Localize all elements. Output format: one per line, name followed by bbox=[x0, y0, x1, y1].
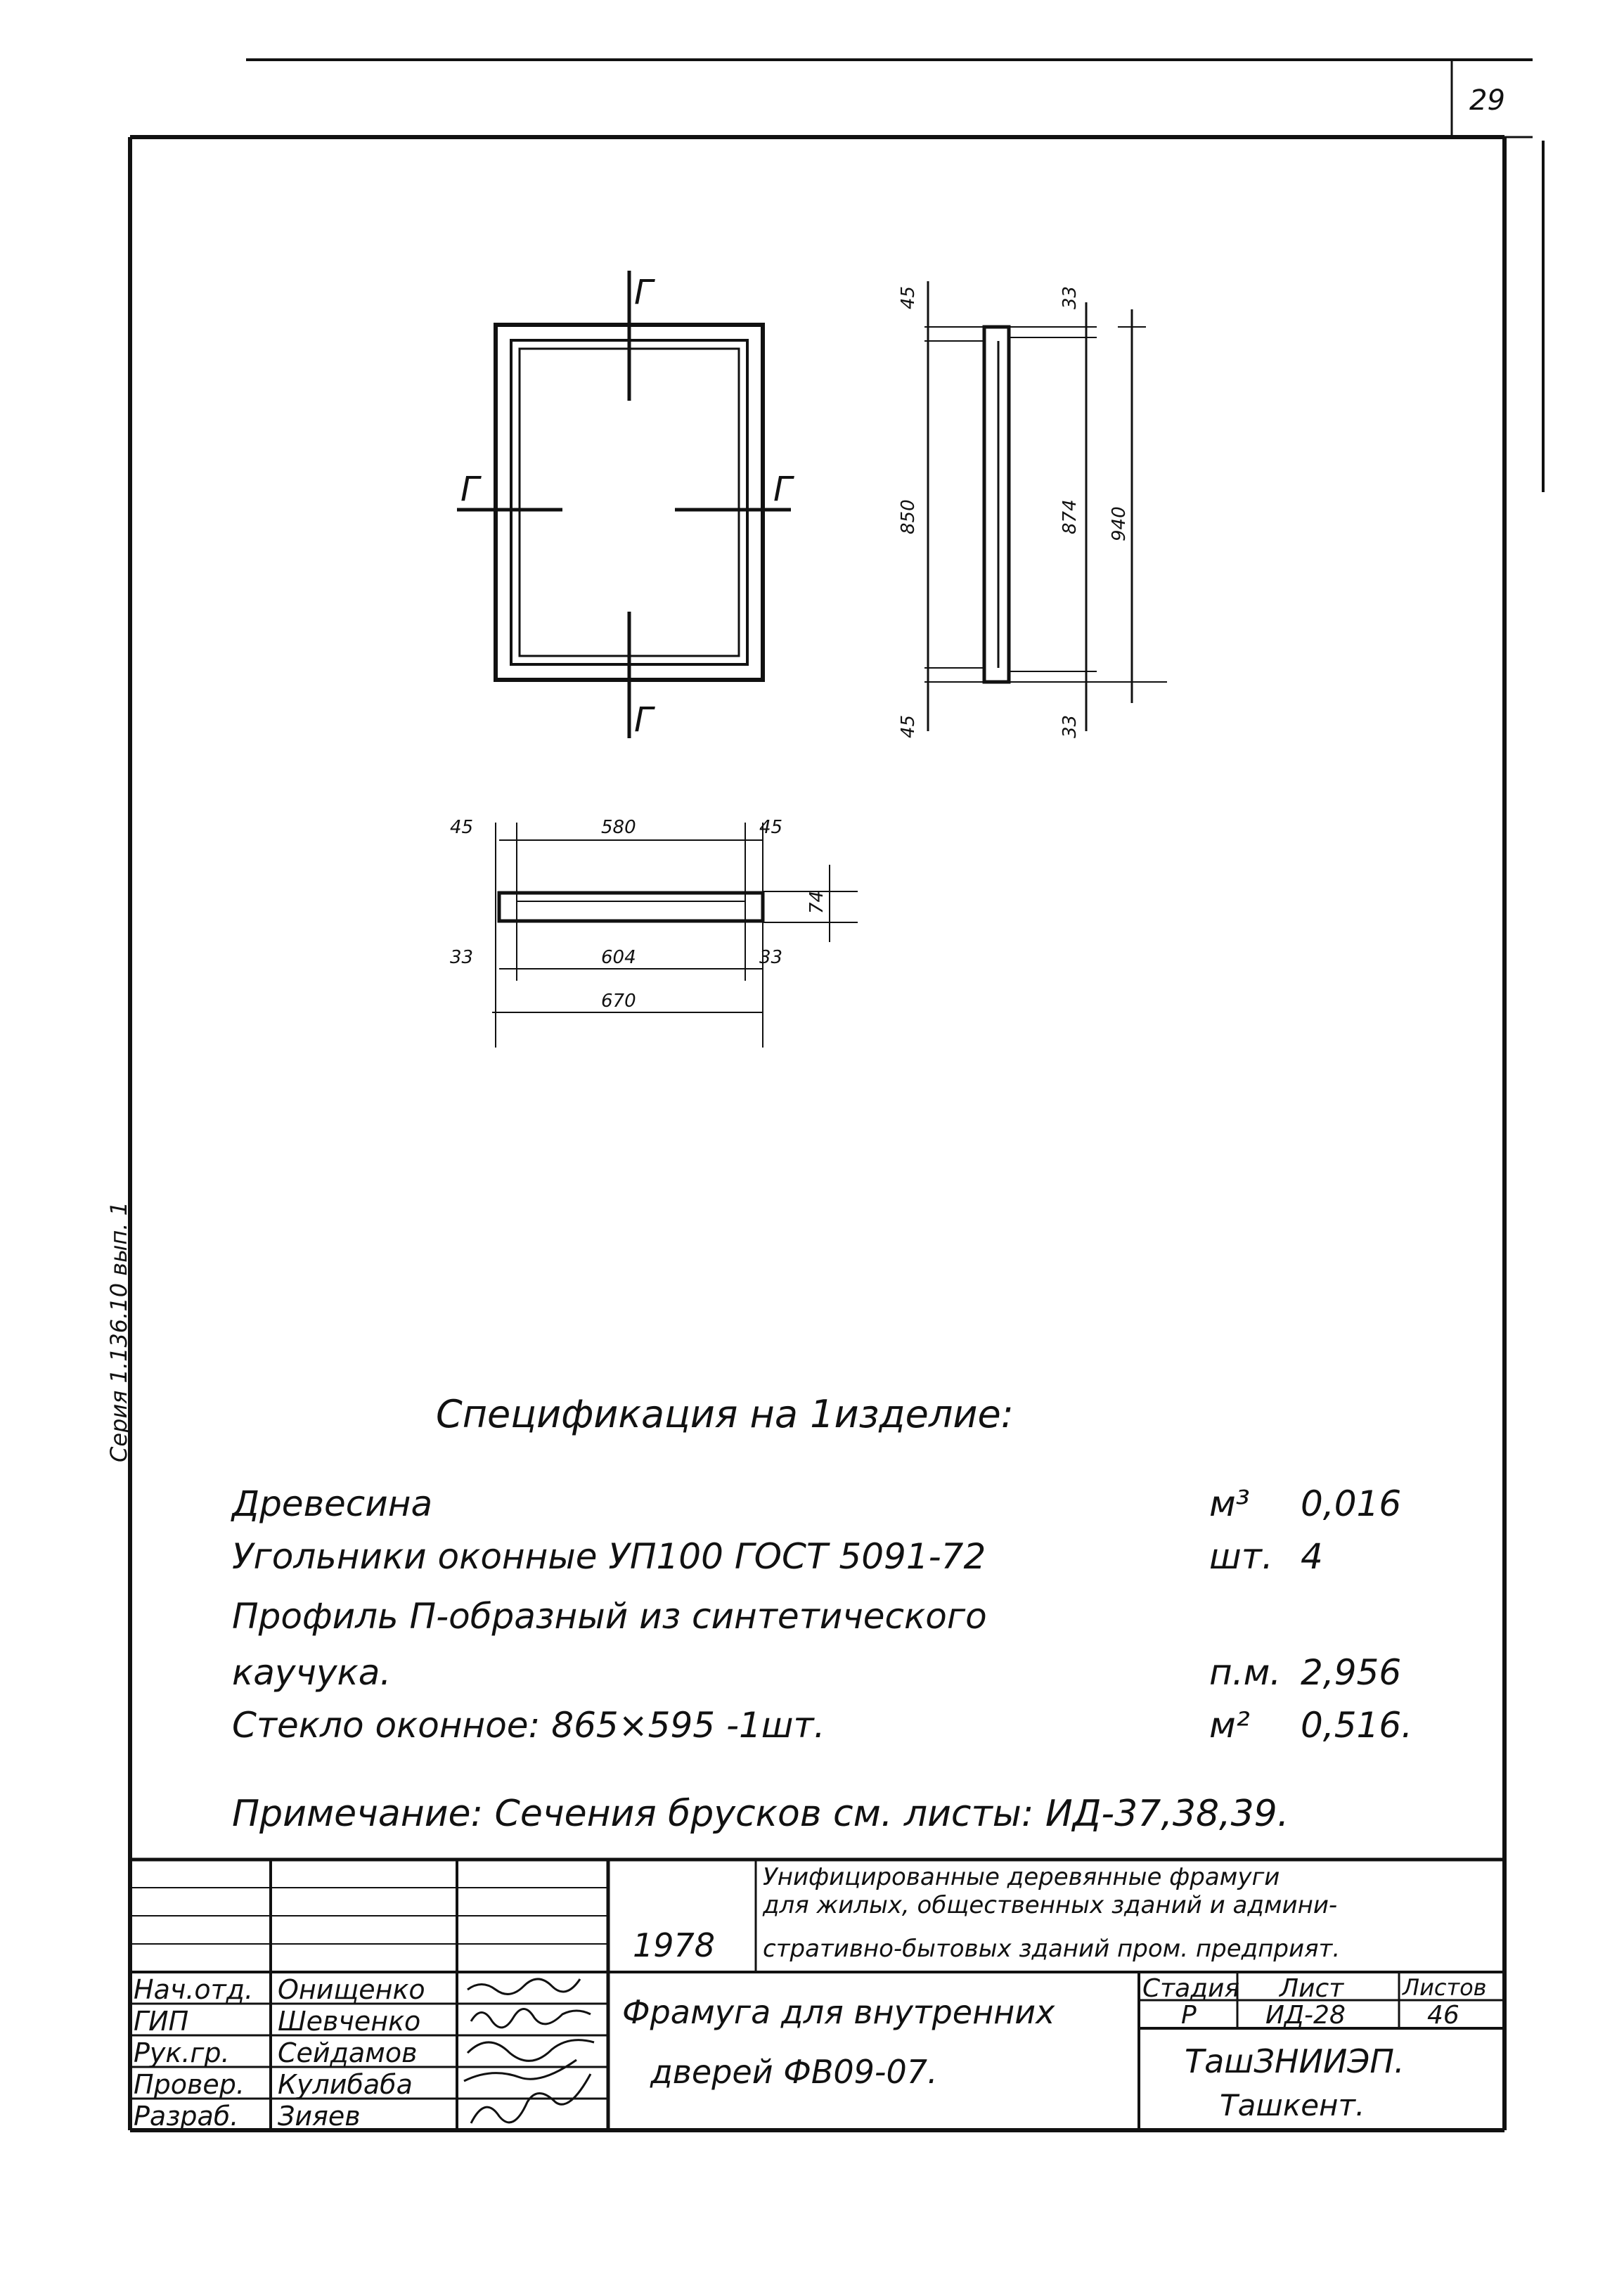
side-note: Серия 1.136.10 вып. 1 bbox=[105, 1202, 132, 1462]
dim-plan-middle2: 604 bbox=[601, 947, 636, 968]
spec-row-name: Профиль П-образный из синтетического bbox=[232, 1596, 987, 1637]
tb-person: Кулибаба bbox=[278, 2069, 413, 2100]
tb-org: ТашЗНИИЭП. bbox=[1185, 2042, 1405, 2080]
dim-side-top: 45 bbox=[898, 285, 919, 309]
spec-row-unit: м² bbox=[1209, 1705, 1250, 1746]
front-view bbox=[457, 271, 791, 738]
dim-plan-right: 45 bbox=[759, 817, 783, 838]
spec-row-qty: 2,956 bbox=[1301, 1652, 1402, 1693]
dim-plan-left2: 33 bbox=[450, 947, 474, 968]
tb-role: Рук.гр. bbox=[134, 2037, 230, 2068]
signatures bbox=[464, 1979, 594, 2123]
tb-role: ГИП bbox=[134, 2006, 189, 2037]
tb-drawing-title-2: дверей ФВ09-07. bbox=[650, 2053, 938, 2091]
tb-role: Разраб. bbox=[134, 2101, 239, 2132]
section-mark-top: Г bbox=[634, 273, 653, 312]
spec-row-name: Стекло оконное: 865×595 -1шт. bbox=[232, 1705, 825, 1746]
spec-row-unit: п.м. bbox=[1209, 1652, 1282, 1693]
tb-person: Шевченко bbox=[278, 2006, 421, 2037]
sheet-number: 29 bbox=[1469, 84, 1505, 117]
spec-row-qty: 0,016 bbox=[1301, 1483, 1402, 1524]
spec-row-name: Древесина bbox=[232, 1483, 433, 1524]
dim-plan-overall: 670 bbox=[601, 991, 636, 1012]
tb-role: Провер. bbox=[134, 2069, 245, 2100]
tb-series-title-2: для жилых, общественных зданий и админи- bbox=[763, 1891, 1338, 1919]
spec-row-name: Угольники оконные УП100 ГОСТ 5091-72 bbox=[232, 1536, 986, 1577]
tb-sheet-label: Лист bbox=[1280, 1974, 1344, 2003]
section-mark-bottom: Г bbox=[634, 700, 653, 740]
dim-plan-depth: 74 bbox=[806, 890, 827, 914]
tb-year: 1978 bbox=[633, 1926, 716, 1964]
dim-side-bottom2: 33 bbox=[1059, 714, 1081, 738]
plan-section bbox=[492, 823, 858, 1048]
tb-stage-value: Р bbox=[1181, 2001, 1197, 2030]
spec-title: Спецификация на 1изделие: bbox=[436, 1392, 1014, 1436]
tb-stage-label: Стадия bbox=[1142, 1974, 1240, 2003]
dim-plan-left: 45 bbox=[450, 817, 474, 838]
spec-row-qty: 4 bbox=[1301, 1536, 1323, 1577]
dim-side-middle2: 874 bbox=[1059, 499, 1081, 534]
dim-side-middle: 850 bbox=[898, 499, 919, 534]
tb-sheets-label: Листов bbox=[1403, 1974, 1487, 2001]
tb-sheet-value: ИД-28 bbox=[1265, 2001, 1346, 2030]
tb-person: Онищенко bbox=[278, 1974, 425, 2005]
tb-city: Ташкент. bbox=[1220, 2088, 1365, 2122]
dim-plan-right2: 33 bbox=[759, 947, 783, 968]
tb-series-title-1: Унифицированные деревянные фрамуги bbox=[763, 1863, 1280, 1891]
spec-row-name: каучука. bbox=[232, 1652, 392, 1693]
section-mark-right: Г bbox=[773, 470, 792, 509]
dim-side-bottom: 45 bbox=[898, 714, 919, 738]
spec-row-unit: м³ bbox=[1209, 1483, 1250, 1524]
dim-side-top2: 33 bbox=[1059, 285, 1081, 309]
spec-row-qty: 0,516. bbox=[1301, 1705, 1413, 1746]
tb-person: Сейдамов bbox=[278, 2037, 418, 2068]
tb-sheets-value: 46 bbox=[1427, 2001, 1459, 2030]
section-mark-left: Г bbox=[460, 470, 479, 509]
dim-side-overall: 940 bbox=[1109, 506, 1130, 541]
spec-row-unit: шт. bbox=[1209, 1536, 1273, 1577]
spec-note: Примечание: Сечения брусков см. листы: ИД-37,38,39. bbox=[232, 1793, 1289, 1835]
dim-plan-middle: 580 bbox=[601, 817, 636, 838]
tb-drawing-title-1: Фрамуга для внутренних bbox=[622, 1993, 1055, 2031]
tb-role: Нач.отд. bbox=[134, 1974, 254, 2005]
side-section bbox=[924, 281, 1167, 731]
tb-series-title-3: стративно-бытовых зданий пром. предприят. bbox=[763, 1935, 1341, 1963]
tb-person: Зияев bbox=[278, 2101, 361, 2132]
